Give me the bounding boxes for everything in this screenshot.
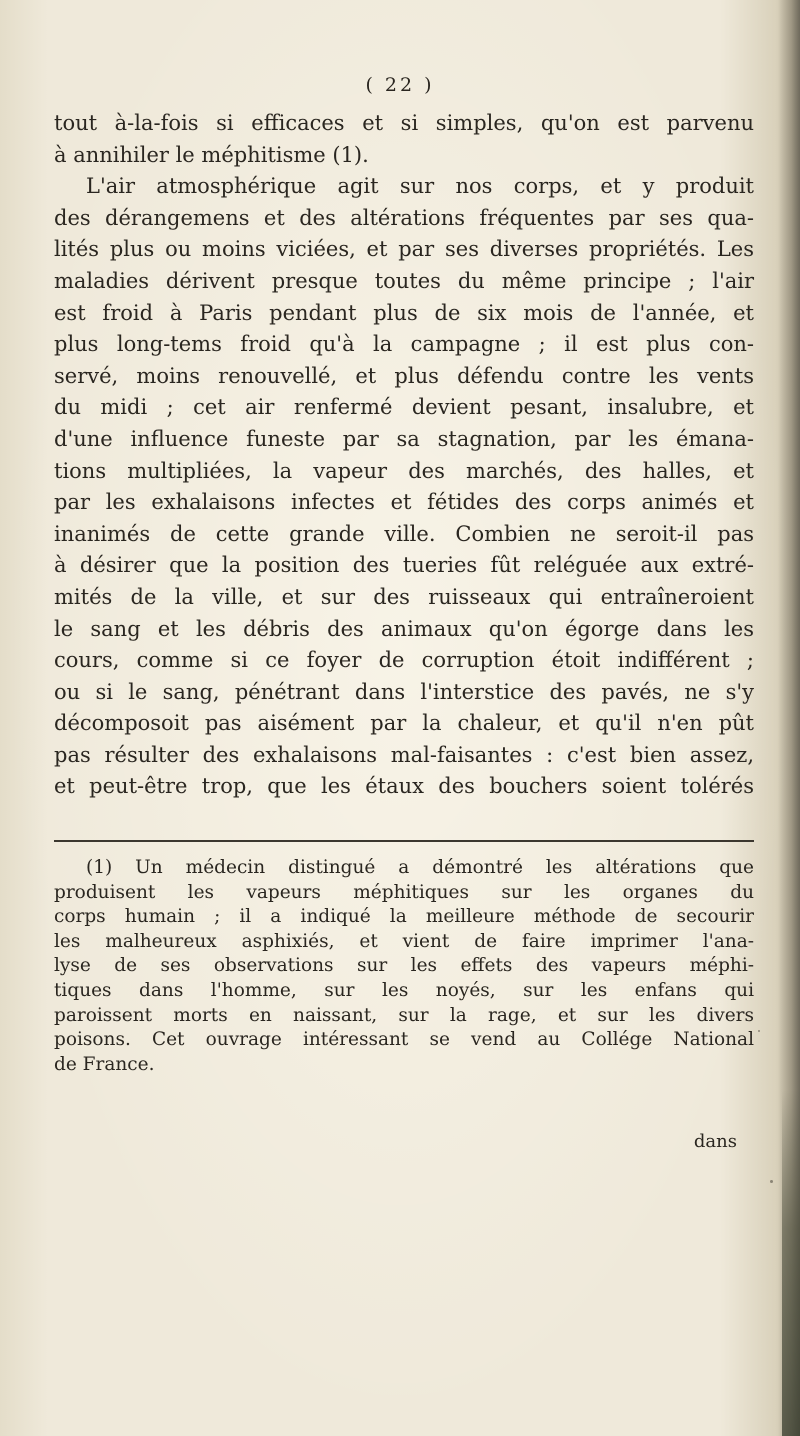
text-line: est froid à Paris pendant plus de six mois de l'année, et xyxy=(54,300,754,325)
text-line: du midi ; cet air renfermé devient pesant, insalubre, et xyxy=(54,395,754,420)
page-edge-stain xyxy=(782,1090,800,1436)
text-line: pas résulter des exhalaisons mal-faisantes : c'est bien assez, xyxy=(54,742,754,767)
footnote-line: de France. xyxy=(54,1053,155,1075)
footnote-line: paroissent morts en naissant, sur la rage, et sur les divers xyxy=(54,1004,754,1026)
footnote-rule xyxy=(54,840,754,842)
text-line: servé, moins renouvellé, et plus défendu contre les vents xyxy=(54,363,754,388)
text-line: L'air atmosphérique agit sur nos corps, et y produit xyxy=(86,174,754,199)
footnote-line: les malheureux asphixiés, et vient de faire imprimer l'ana- xyxy=(54,930,754,952)
text-line: des dérangemens et des altérations fréquentes par ses qua- xyxy=(54,205,754,230)
text-line: lités plus ou moins viciées, et par ses diverses propriétés. Les xyxy=(54,237,754,262)
ink-speck xyxy=(770,1180,773,1183)
text-line: inanimés de cette grande ville. Combien ne seroit-il pas xyxy=(54,521,754,546)
text-line: le sang et les débris des animaux qu'on égorge dans les xyxy=(54,616,754,641)
text-line: mités de la ville, et sur des ruisseaux qui entraîneroient xyxy=(54,584,754,609)
footnote-line: corps humain ; il a indiqué la meilleure méthode de secourir xyxy=(54,906,754,928)
text-line: décomposoit pas aisément par la chaleur, et qu'il n'en pût xyxy=(54,711,754,736)
main-text xyxy=(54,108,754,803)
text-line: maladies dérivent presque toutes du même principe ; l'air xyxy=(54,268,754,293)
footnote-line: (1) Un médecin distingué a démontré les altérations que xyxy=(86,857,754,878)
text-line: par les exhalaisons infectes et fétides des corps animés et xyxy=(54,490,754,515)
text-line: d'une influence funeste par sa stagnation, par les émana- xyxy=(54,426,754,451)
text-line: tions multipliées, la vapeur des marchés, des halles, et xyxy=(54,458,754,483)
text-line: à annihiler le méphitisme (1). xyxy=(54,142,369,167)
text-line: ou si le sang, pénétrant dans l'interstice des pavés, ne s'y xyxy=(54,679,754,704)
footnote-line: tiques dans l'homme, sur les noyés, sur les enfans qui xyxy=(54,979,754,1001)
page-number: ( 22 ) xyxy=(365,74,435,96)
footnote xyxy=(54,856,754,1077)
footnote-line: poisons. Cet ouvrage intéressant se vend au Collége National xyxy=(54,1029,754,1051)
footnote-line: lyse de ses observations sur les effets des vapeurs méphi- xyxy=(54,955,754,977)
text-line: à désirer que la position des tueries fût reléguée aux extré- xyxy=(54,553,754,578)
text-line: et peut-être trop, que les étaux des bouchers soient tolérés xyxy=(54,774,754,799)
ink-speck xyxy=(758,1030,760,1032)
text-line: cours, comme si ce foyer de corruption étoit indifférent ; xyxy=(54,648,754,673)
catchword: dans xyxy=(693,1131,737,1152)
text-line: tout à-la-fois si efficaces et si simples, qu'on est parvenu xyxy=(54,111,754,135)
footnote-line: produisent les vapeurs méphitiques sur les organes du xyxy=(54,881,754,903)
text-line: plus long-tems froid qu'à la campagne ; il est plus con- xyxy=(54,332,754,357)
